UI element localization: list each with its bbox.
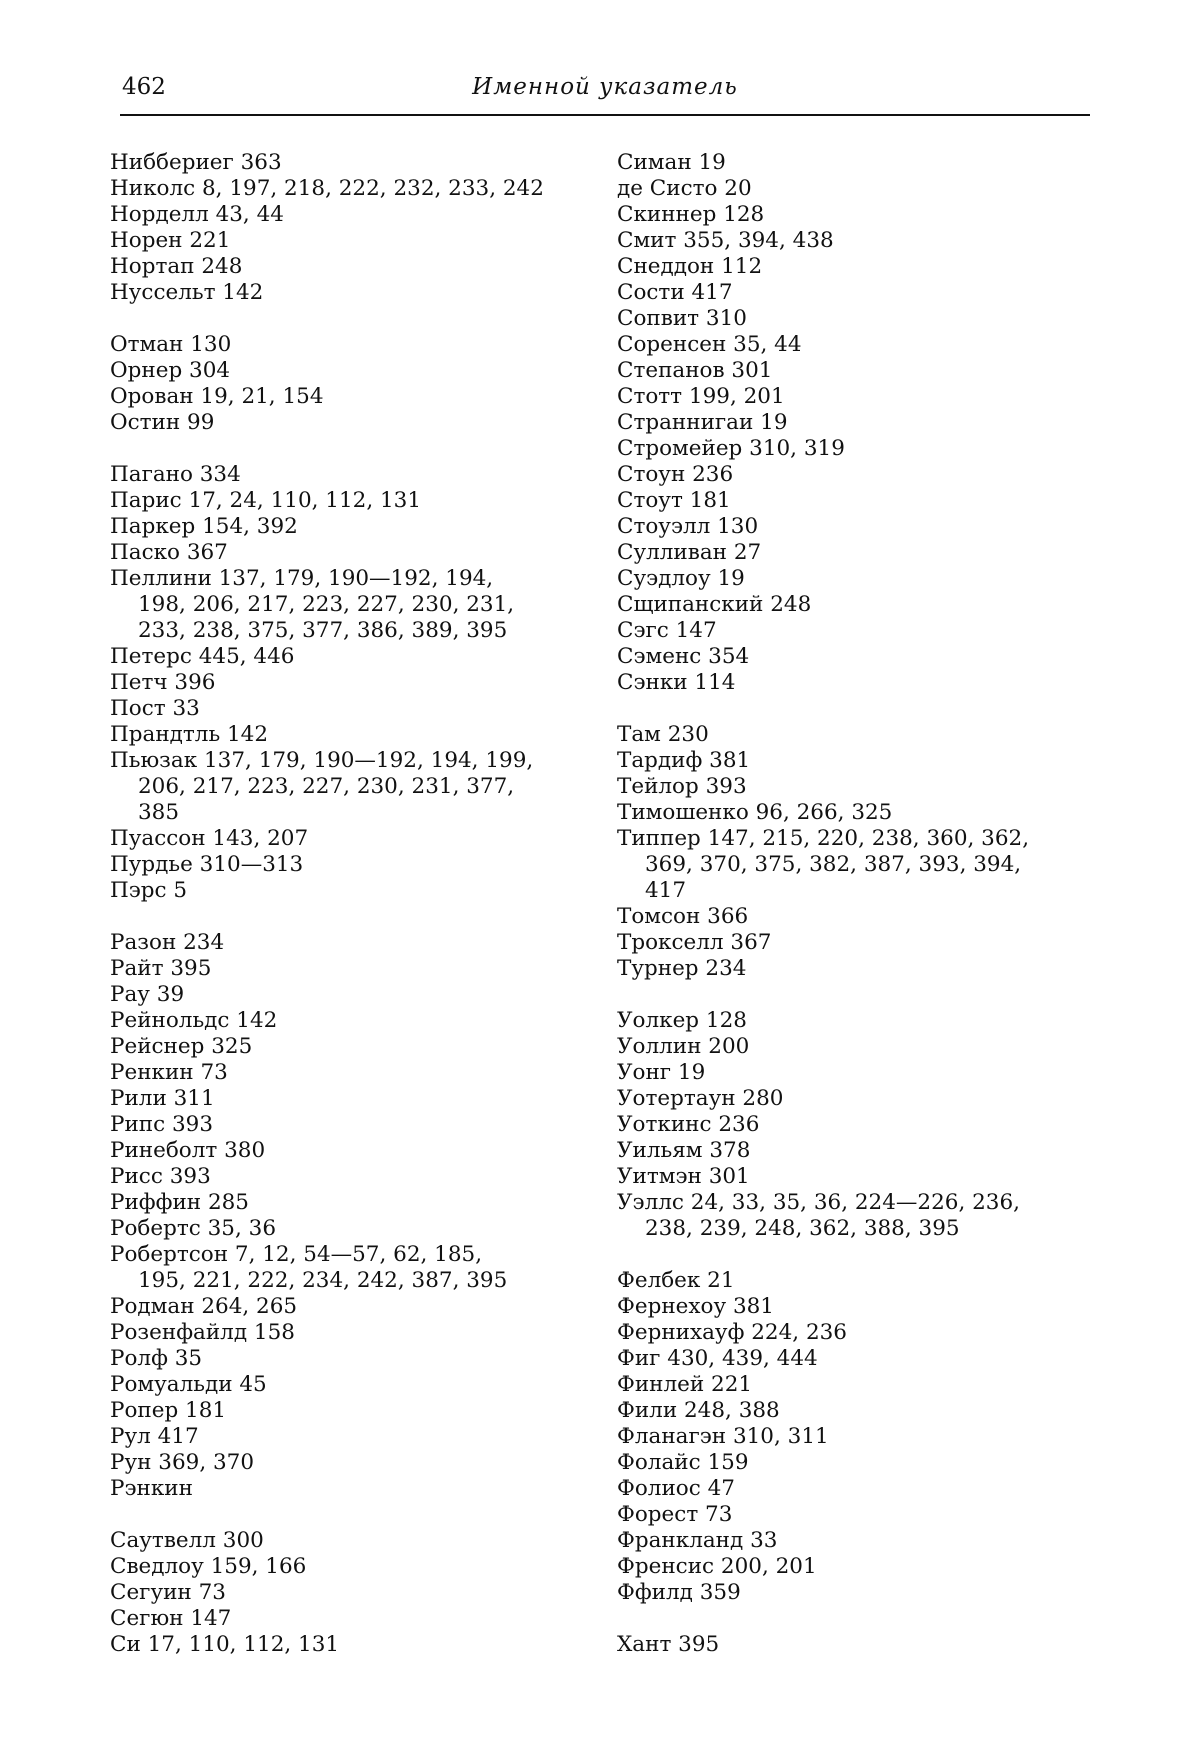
index-entry: Ффилд 359 xyxy=(617,1580,741,1605)
index-entry: Уэллс 24, 33, 35, 36, 224—226, 236, xyxy=(617,1190,1020,1215)
index-entry: Рисс 393 xyxy=(110,1164,211,1189)
index-entry: Ромуальди 45 xyxy=(110,1372,267,1397)
index-entry: Тимошенко 96, 266, 325 xyxy=(617,800,893,825)
index-entry: Сэгс 147 xyxy=(617,618,717,643)
index-entry: Скиннер 128 xyxy=(617,202,765,227)
index-entry: Стоуэлл 130 xyxy=(617,514,759,539)
letter-group-gap xyxy=(110,306,580,332)
index-entry: Прандтль 142 xyxy=(110,722,269,747)
index-entry: Уотертаун 280 xyxy=(617,1086,784,1111)
index-entry-continuation: 195, 221, 222, 234, 242, 387, 395 xyxy=(138,1268,508,1293)
index-entry: Хант 395 xyxy=(617,1632,720,1657)
index-entry: Уонг 19 xyxy=(617,1060,706,1085)
index-entry: Финлей 221 xyxy=(617,1372,753,1397)
index-entry-continuation: 233, 238, 375, 377, 386, 389, 395 xyxy=(138,618,508,643)
index-entry: Снеддон 112 xyxy=(617,254,763,279)
index-entry: Сегуин 73 xyxy=(110,1580,226,1605)
index-entry: Си 17, 110, 112, 131 xyxy=(110,1632,340,1657)
index-entry: Норделл 43, 44 xyxy=(110,202,284,227)
index-entry: Петч 396 xyxy=(110,670,216,695)
index-entry: Пагано 334 xyxy=(110,462,241,487)
index-entry: Пост 33 xyxy=(110,696,200,721)
index-entry: Стромейер 310, 319 xyxy=(617,436,845,461)
letter-group-gap xyxy=(617,696,1087,722)
index-entry: Робертсон 7, 12, 54—57, 62, 185, xyxy=(110,1242,483,1267)
index-entry: Орнер 304 xyxy=(110,358,231,383)
index-entry: Фелбек 21 xyxy=(617,1268,735,1293)
index-entry: Стоут 181 xyxy=(617,488,731,513)
index-entry: Стотт 199, 201 xyxy=(617,384,785,409)
index-entry: Нортап 248 xyxy=(110,254,243,279)
index-entry: Отман 130 xyxy=(110,332,232,357)
index-entry: Степанов 301 xyxy=(617,358,773,383)
index-entry: Ринеболт 380 xyxy=(110,1138,266,1163)
letter-group-gap xyxy=(617,1242,1087,1268)
index-entry: Трокселл 367 xyxy=(617,930,772,955)
index-entry: Орован 19, 21, 154 xyxy=(110,384,324,409)
index-entry: Остин 99 xyxy=(110,410,215,435)
index-entry: Франкланд 33 xyxy=(617,1528,778,1553)
index-entry-continuation: 369, 370, 375, 382, 387, 393, 394, xyxy=(645,852,1022,877)
index-entry: Ропер 181 xyxy=(110,1398,227,1423)
index-entry: Фолиос 47 xyxy=(617,1476,735,1501)
index-entry: Пьюзак 137, 179, 190—192, 194, 199, xyxy=(110,748,534,773)
index-entry: Паркер 154, 392 xyxy=(110,514,298,539)
index-entry: Рейснер 325 xyxy=(110,1034,253,1059)
index-entry: Турнер 234 xyxy=(617,956,747,981)
index-entry: Там 230 xyxy=(617,722,709,747)
index-entry: Уолкер 128 xyxy=(617,1008,747,1033)
index-entry: Сулливан 27 xyxy=(617,540,762,565)
index-entry: Саутвелл 300 xyxy=(110,1528,264,1553)
index-entry: Уоллин 200 xyxy=(617,1034,750,1059)
index-entry: Сщипанский 248 xyxy=(617,592,812,617)
index-entry: Николс 8, 197, 218, 222, 232, 233, 242 xyxy=(110,176,544,201)
index-entry: Пэрс 5 xyxy=(110,878,188,903)
index-entry: Розенфайлд 158 xyxy=(110,1320,295,1345)
index-entry: Нуссельт 142 xyxy=(110,280,264,305)
index-entry-continuation: 206, 217, 223, 227, 230, 231, 377, xyxy=(138,774,515,799)
index-entry: Соренсен 35, 44 xyxy=(617,332,802,357)
index-entry: Фиг 430, 439, 444 xyxy=(617,1346,818,1371)
index-entry: Тейлор 393 xyxy=(617,774,747,799)
index-entry: Ролф 35 xyxy=(110,1346,203,1371)
index-entry: Рау 39 xyxy=(110,982,185,1007)
index-entry: Фили 248, 388 xyxy=(617,1398,780,1423)
letter-group-gap xyxy=(110,1502,580,1528)
index-entry: Парис 17, 24, 110, 112, 131 xyxy=(110,488,422,513)
index-entry: Сведлоу 159, 166 xyxy=(110,1554,307,1579)
index-entry: Фолайс 159 xyxy=(617,1450,749,1475)
index-entry: Фланагэн 310, 311 xyxy=(617,1424,829,1449)
index-entry: Сопвит 310 xyxy=(617,306,747,331)
page-number: 462 xyxy=(122,74,166,100)
index-entry: Уитмэн 301 xyxy=(617,1164,750,1189)
index-entry: Стоун 236 xyxy=(617,462,734,487)
index-entry: Сегюн 147 xyxy=(110,1606,232,1631)
index-entry: Пеллини 137, 179, 190—192, 194, xyxy=(110,566,494,591)
index-entry: Форест 73 xyxy=(617,1502,733,1527)
letter-group-gap xyxy=(110,436,580,462)
index-entry: Уоткинс 236 xyxy=(617,1112,760,1137)
index-entry: Пурдье 310—313 xyxy=(110,852,304,877)
index-entry: Типпер 147, 215, 220, 238, 360, 362, xyxy=(617,826,1030,851)
index-entry: Риффин 285 xyxy=(110,1190,249,1215)
index-entry-continuation: 417 xyxy=(645,878,687,903)
index-entry-continuation: 385 xyxy=(138,800,180,825)
index-entry: Пуассон 143, 207 xyxy=(110,826,309,851)
index-entry: Ренкин 73 xyxy=(110,1060,228,1085)
index-entry: Робертс 35, 36 xyxy=(110,1216,276,1241)
index-entry: Фернихауф 224, 236 xyxy=(617,1320,847,1345)
index-entry: Норен 221 xyxy=(110,228,231,253)
index-entry: Рун 369, 370 xyxy=(110,1450,255,1475)
index-entry: Томсон 366 xyxy=(617,904,749,929)
index-entry: де Систо 20 xyxy=(617,176,752,201)
index-entry: Родман 264, 265 xyxy=(110,1294,298,1319)
index-column-right xyxy=(617,150,1087,1658)
index-entry: Рейнольдс 142 xyxy=(110,1008,278,1033)
index-entry: Паско 367 xyxy=(110,540,228,565)
letter-group-gap xyxy=(110,904,580,930)
index-entry: Страннигаи 19 xyxy=(617,410,788,435)
index-entry: Сэнки 114 xyxy=(617,670,736,695)
index-entry: Рили 311 xyxy=(110,1086,215,1111)
index-entry: Разон 234 xyxy=(110,930,225,955)
running-title: Именной указатель xyxy=(472,74,738,100)
index-entry-continuation: 238, 239, 248, 362, 388, 395 xyxy=(645,1216,960,1241)
index-entry: Симан 19 xyxy=(617,150,726,175)
index-entry: Сости 417 xyxy=(617,280,733,305)
index-entry: Суэдлоу 19 xyxy=(617,566,745,591)
index-entry: Френсис 200, 201 xyxy=(617,1554,817,1579)
index-entry: Ниббериег 363 xyxy=(110,150,282,175)
index-entry-continuation: 198, 206, 217, 223, 227, 230, 231, xyxy=(138,592,515,617)
index-entry: Райт 395 xyxy=(110,956,212,981)
letter-group-gap xyxy=(617,1606,1087,1632)
index-entry: Рэнкин xyxy=(110,1476,193,1501)
index-entry: Смит 355, 394, 438 xyxy=(617,228,834,253)
index-entry: Рипс 393 xyxy=(110,1112,214,1137)
index-entry: Уильям 378 xyxy=(617,1138,751,1163)
letter-group-gap xyxy=(617,982,1087,1008)
index-entry: Петерс 445, 446 xyxy=(110,644,295,669)
index-entry: Фернехоу 381 xyxy=(617,1294,774,1319)
index-column-left xyxy=(110,150,580,1658)
index-entry: Рул 417 xyxy=(110,1424,199,1449)
running-header xyxy=(120,70,1090,116)
index-entry: Сэменс 354 xyxy=(617,644,750,669)
index-entry: Тардиф 381 xyxy=(617,748,751,773)
